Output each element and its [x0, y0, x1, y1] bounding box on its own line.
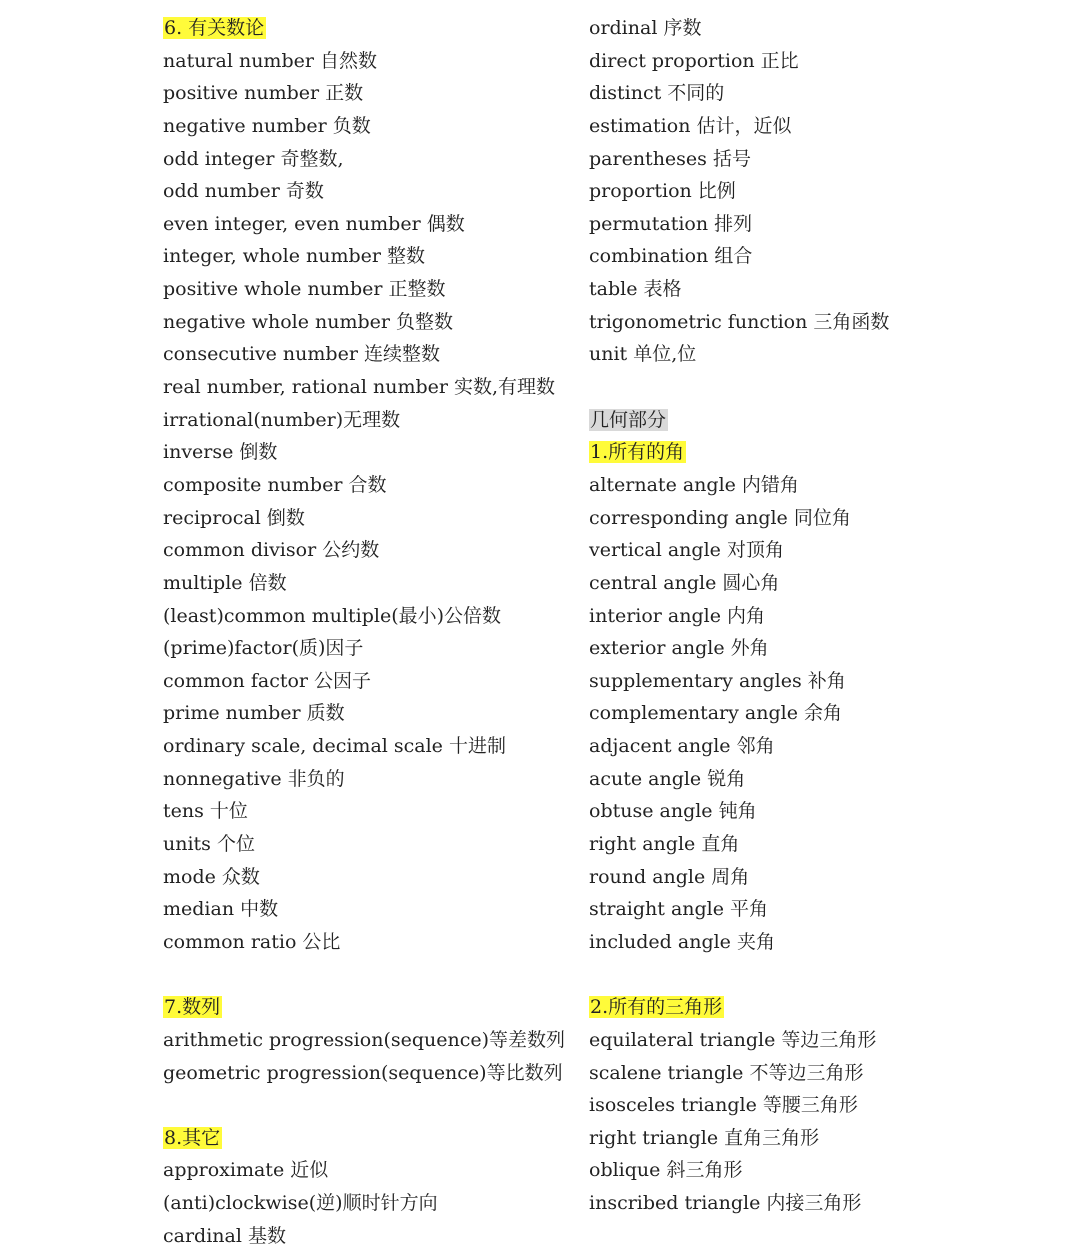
- term-item: common ratio 公比: [163, 930, 341, 953]
- term-item: units 个位: [163, 833, 255, 856]
- term-item: inverse 倒数: [163, 441, 278, 464]
- term-item: estimation 估计，近似: [589, 114, 792, 137]
- term-item: geometric progression(sequence)等比数列: [163, 1061, 563, 1084]
- term-item: included angle 夹角: [589, 930, 775, 953]
- term-item: odd number 奇数: [163, 180, 324, 203]
- term-item: (least)common multiple(最小)公倍数: [163, 604, 502, 627]
- left-column: [163, 12, 573, 1252]
- angle-list: [589, 469, 1059, 959]
- term-item: common divisor 公约数: [163, 539, 380, 562]
- term-item: inscribed triangle 内接三角形: [589, 1192, 862, 1215]
- spacer: [589, 371, 1059, 404]
- term-item: oblique 斜三角形: [589, 1159, 743, 1182]
- term-item: ordinal 序数: [589, 17, 702, 39]
- term-item: nonnegative 非负的: [163, 767, 345, 790]
- term-item: integer, whole number 整数: [163, 245, 425, 268]
- term-item: complementary angle 余角: [589, 702, 842, 725]
- section-heading: [589, 436, 1059, 469]
- term-item: obtuse angle 钝角: [589, 800, 757, 823]
- heading-angles: 1.所有的角: [590, 441, 685, 464]
- term-item: reciprocal 倒数: [163, 506, 305, 529]
- term-item: prime number 质数: [163, 702, 345, 725]
- term-item: cardinal 基数: [163, 1224, 286, 1247]
- term-item: negative whole number 负整数: [163, 310, 454, 333]
- term-item: acute angle 锐角: [589, 767, 746, 790]
- term-item: straight angle 平角: [589, 898, 769, 921]
- spacer: [589, 959, 1059, 992]
- term-item: right angle 直角: [589, 833, 740, 856]
- heading-number-theory: 6. 有关数论: [164, 17, 265, 39]
- term-item: supplementary angles 补角: [589, 669, 846, 692]
- term-item: approximate 近似: [163, 1159, 329, 1182]
- term-item: permutation 排列: [589, 212, 753, 235]
- term-item: positive number 正数: [163, 82, 364, 105]
- term-item: real number, rational number 实数,有理数: [163, 376, 556, 399]
- term-item: vertical angle 对顶角: [589, 539, 784, 562]
- term-item: natural number 自然数: [163, 49, 377, 72]
- term-item: multiple 倍数: [163, 571, 287, 594]
- section-heading: [163, 12, 573, 45]
- term-item: ordinary scale, decimal scale 十进制: [163, 735, 506, 758]
- term-item: irrational(number)无理数: [163, 408, 401, 431]
- term-item: trigonometric function 三角函数: [589, 310, 890, 333]
- term-item: right triangle 直角三角形: [589, 1126, 820, 1149]
- heading-other: 8.其它: [164, 1126, 221, 1149]
- term-item: (prime)factor(质)因子: [163, 637, 364, 660]
- term-item: adjacent angle 邻角: [589, 735, 775, 758]
- term-item: consecutive number 连续整数: [163, 343, 440, 366]
- term-item: exterior angle 外角: [589, 637, 769, 660]
- section-heading: [163, 1122, 573, 1155]
- number-theory-list: [163, 45, 573, 959]
- term-item: mode 众数: [163, 865, 260, 888]
- term-item: central angle 圆心角: [589, 571, 780, 594]
- term-item: negative number 负数: [163, 114, 371, 137]
- term-item: round angle 周角: [589, 865, 750, 888]
- term-item: positive whole number 正整数: [163, 278, 446, 301]
- term-item: proportion 比例: [589, 180, 736, 203]
- term-item: unit 单位,位: [589, 343, 697, 366]
- term-item: interior angle 内角: [589, 604, 766, 627]
- term-item: even integer, even number 偶数: [163, 212, 465, 235]
- term-item: equilateral triangle 等边三角形: [589, 1028, 877, 1051]
- sequence-list: [163, 1024, 573, 1089]
- term-item: table 表格: [589, 278, 682, 301]
- spacer: [163, 959, 573, 992]
- section-heading: [589, 404, 1059, 437]
- term-item: tens 十位: [163, 800, 248, 823]
- term-item: (anti)clockwise(逆)顺时针方向: [163, 1192, 438, 1215]
- term-item: parentheses 括号: [589, 147, 751, 170]
- right-column: [589, 12, 1059, 1220]
- term-item: distinct 不同的: [589, 82, 725, 105]
- heading-triangles: 2.所有的三角形: [590, 996, 723, 1019]
- heading-sequences: 7.数列: [164, 996, 221, 1019]
- term-item: combination 组合: [589, 245, 753, 268]
- term-item: scalene triangle 不等边三角形: [589, 1061, 864, 1084]
- term-item: corresponding angle 同位角: [589, 506, 851, 529]
- term-item: alternate angle 内错角: [589, 473, 799, 496]
- term-item: arithmetic progression(sequence)等差数列: [163, 1028, 566, 1051]
- continued-list: [589, 12, 1059, 371]
- term-item: direct proportion 正比: [589, 49, 799, 72]
- term-item: median 中数: [163, 898, 279, 921]
- other-list: [163, 1154, 573, 1252]
- spacer: [163, 1089, 573, 1122]
- section-heading: [163, 991, 573, 1024]
- term-item: isosceles triangle 等腰三角形: [589, 1094, 858, 1117]
- triangle-list: [589, 1024, 1059, 1220]
- term-item: composite number 合数: [163, 473, 387, 496]
- heading-geometry: 几何部分: [590, 408, 667, 431]
- term-item: odd integer 奇整数,: [163, 147, 344, 170]
- term-item: common factor 公因子: [163, 669, 372, 692]
- section-heading: [589, 991, 1059, 1024]
